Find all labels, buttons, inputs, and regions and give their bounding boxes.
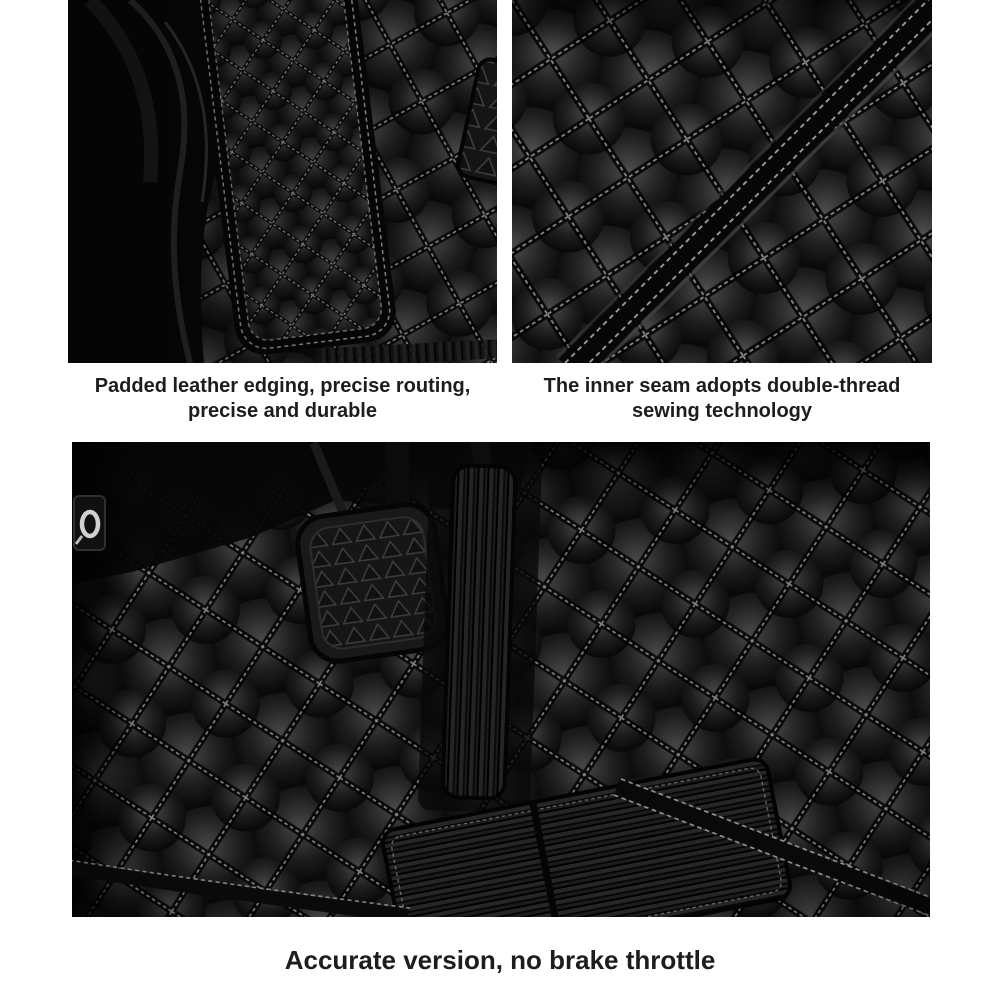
caption-line: precise and durable <box>188 400 377 422</box>
vignette <box>72 442 930 917</box>
top-shadow <box>512 0 932 46</box>
caption-accurate-version: Accurate version, no brake throttle <box>284 945 716 975</box>
caption-inner-seam <box>512 374 932 424</box>
left-vignette <box>68 0 497 363</box>
caption-line: Padded leather edging, precise routing, <box>94 375 471 397</box>
photo-inner-seam <box>512 0 932 363</box>
caption-line: The inner seam adopts double-thread <box>543 375 901 397</box>
caption-line: sewing technology <box>631 400 813 422</box>
photo-padded-leather-edging <box>68 0 497 363</box>
caption-padded-edging <box>68 374 497 424</box>
photo-footwell-pedals <box>72 442 930 917</box>
